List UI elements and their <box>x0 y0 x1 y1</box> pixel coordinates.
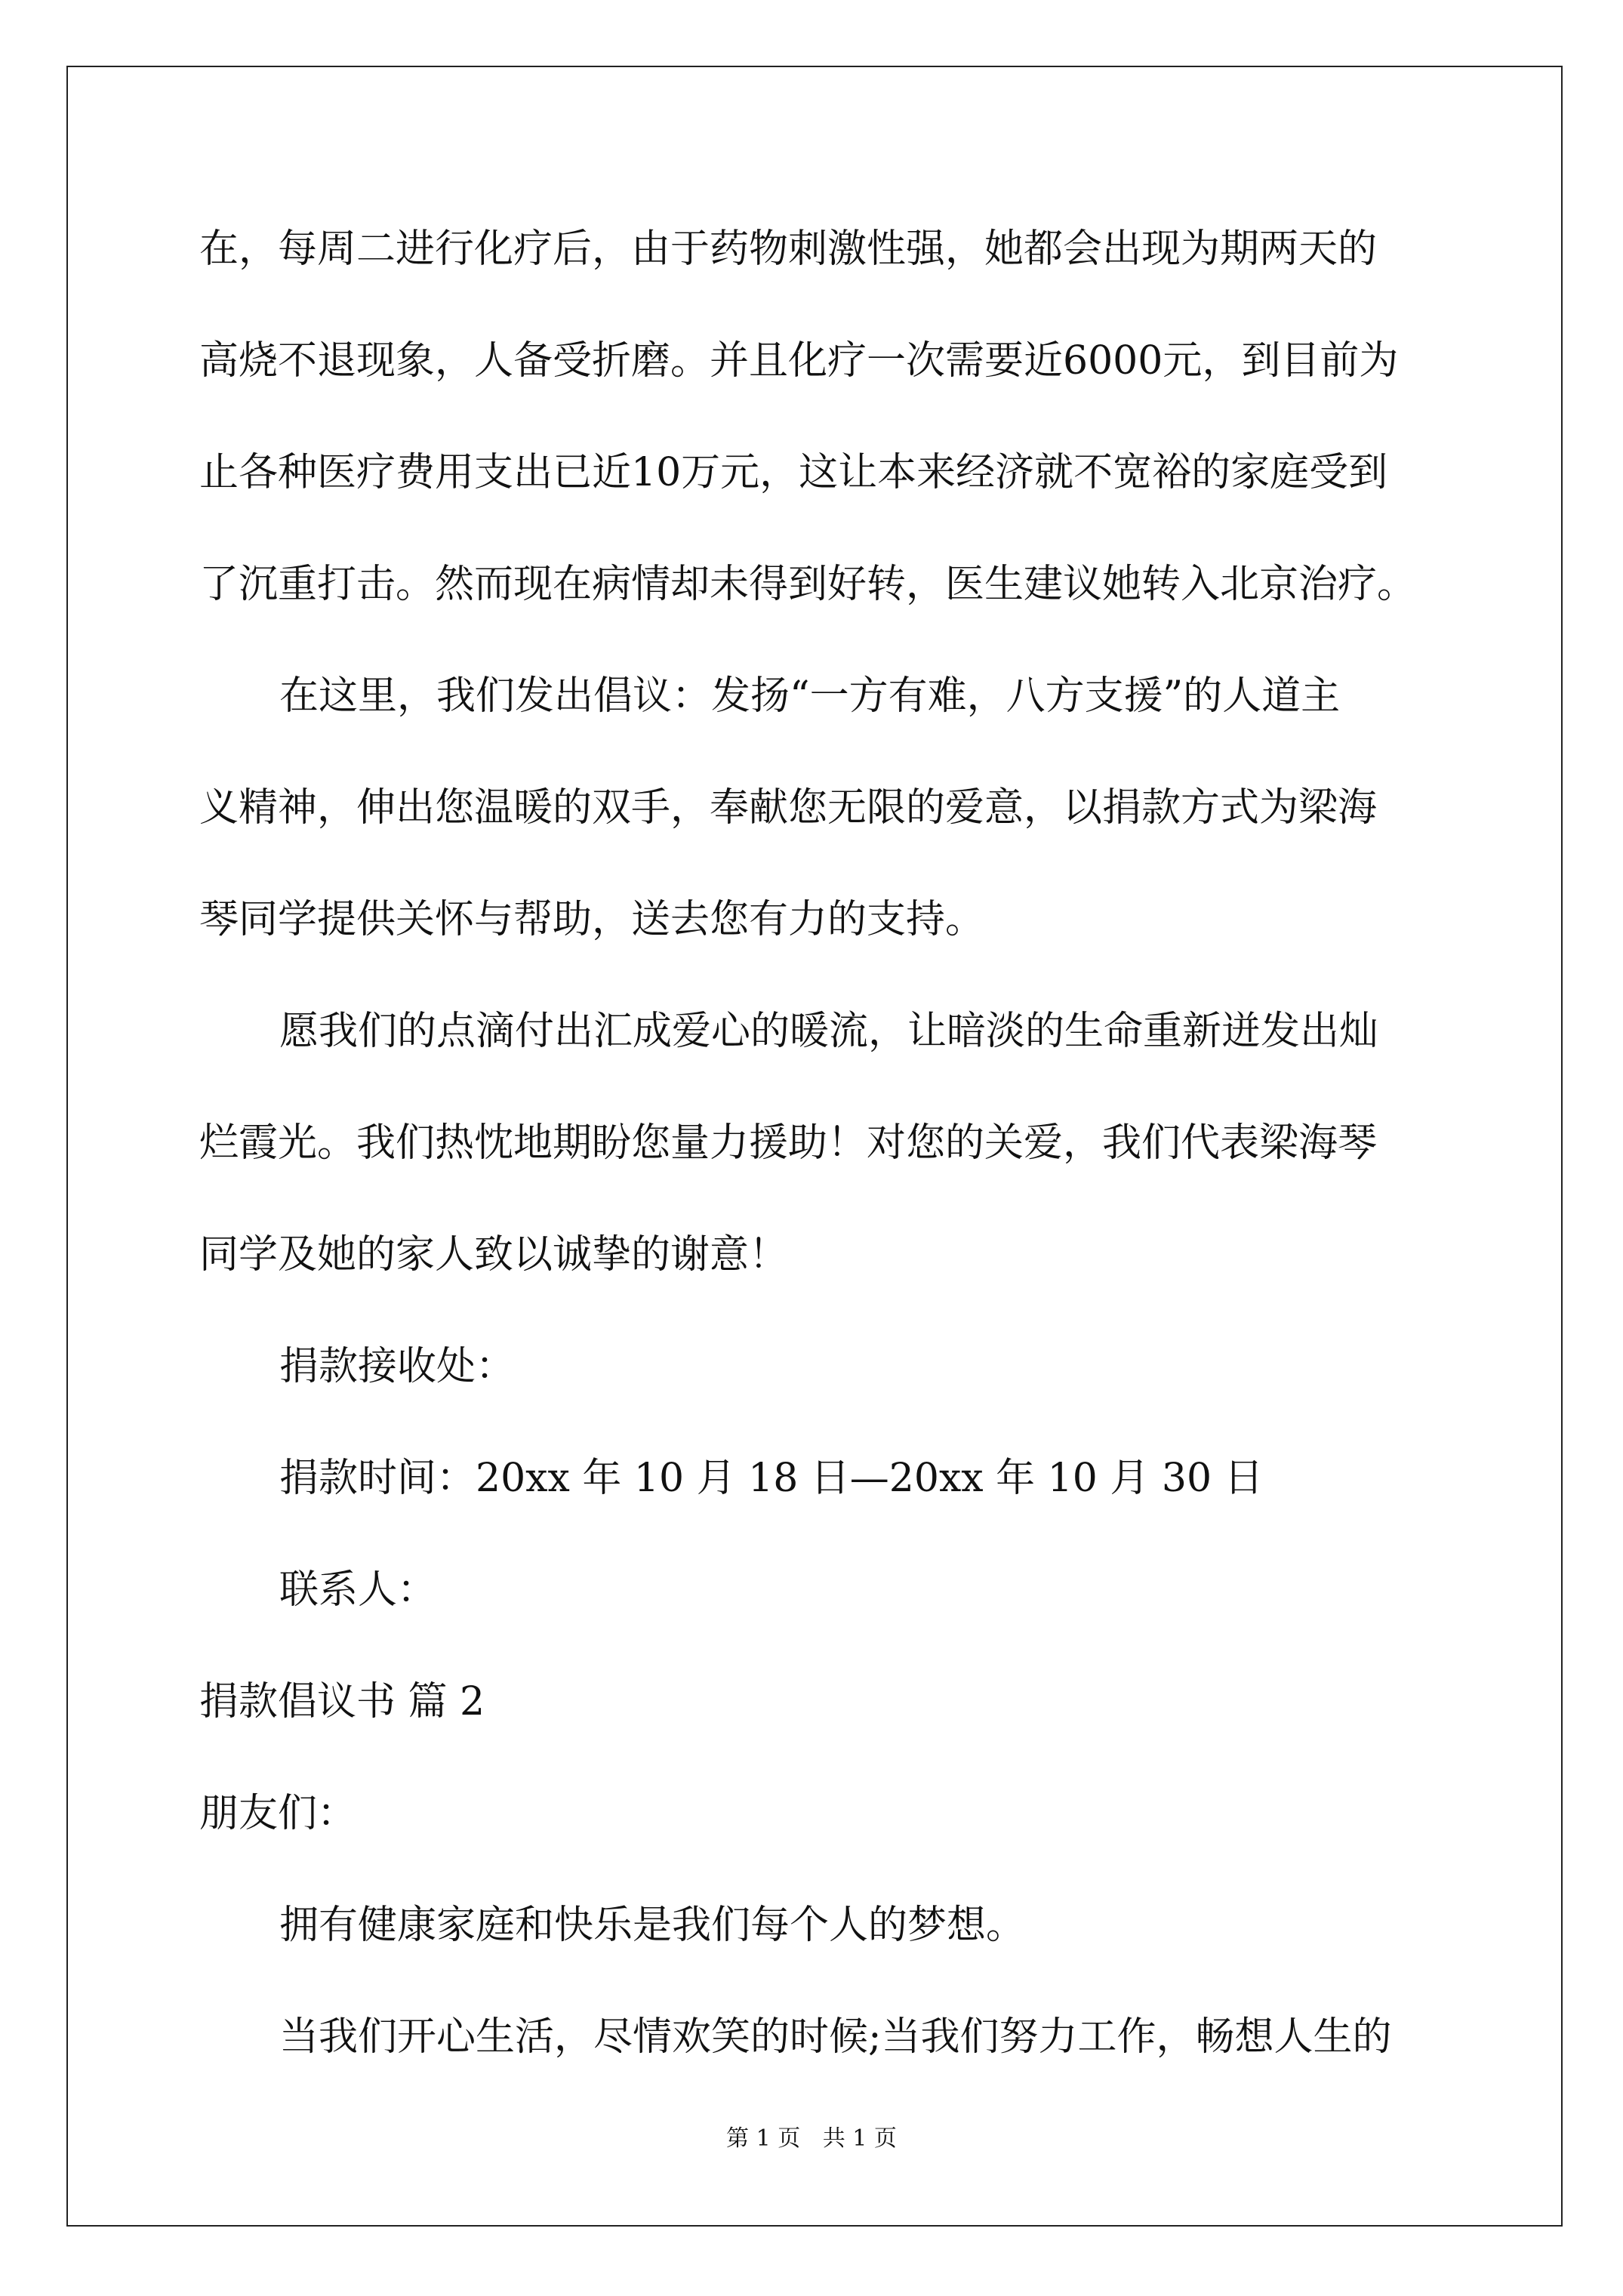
section-heading: 捐款倡议书 篇 2 <box>199 1679 485 1724</box>
paragraph-line: 义精神，伸出您温暖的双手，奉献您无限的爱意，以捐款方式为梁海 <box>199 785 1378 831</box>
donation-period: 捐款时间：20xx 年 10 月 18 日—20xx 年 10 月 30 日 <box>279 1456 1264 1501</box>
paragraph-line: 同学及她的家人致以诚挚的谢意！ <box>199 1232 789 1277</box>
paragraph-line: 止各种医疗费用支出已近10万元，这让本来经济就不宽裕的家庭受到 <box>199 450 1388 495</box>
paragraph-line: 烂霞光。我们热忱地期盼您量力援助！对您的关爱，我们代表梁海琴 <box>199 1120 1378 1166</box>
page-number: 第 1 页 <box>726 2125 801 2152</box>
paragraph-line: 高烧不退现象，人备受折磨。并且化疗一次需要近6000元，到目前为 <box>199 338 1399 384</box>
paragraph-line: 当我们开心生活，尽情欢笑的时候;当我们努力工作，畅想人生的 <box>279 2014 1392 2060</box>
paragraph-line: 在这里，我们发出倡议：发扬“一方有难，八方支援”的人道主 <box>279 673 1341 719</box>
page-footer <box>0 2124 1623 2154</box>
paragraph-line: 琴同学提供关怀与帮助，送去您有力的支持。 <box>199 897 985 942</box>
paragraph-line: 在，每周二进行化疗后，由于药物刺激性强，她都会出现为期两天的 <box>199 227 1378 272</box>
contact-label: 联系人： <box>279 1567 437 1613</box>
salutation: 朋友们： <box>199 1791 357 1836</box>
paragraph-line: 拥有健康家庭和快乐是我们每个人的梦想。 <box>279 1903 1026 1948</box>
page-total: 共 1 页 <box>822 2125 897 2152</box>
donation-office-label: 捐款接收处： <box>279 1344 516 1389</box>
paragraph-line: 愿我们的点滴付出汇成爱心的暖流，让暗淡的生命重新迸发出灿 <box>279 1009 1379 1054</box>
paragraph-line: 了沉重打击。然而现在病情却未得到好转，医生建议她转入北京治疗。 <box>199 562 1417 607</box>
